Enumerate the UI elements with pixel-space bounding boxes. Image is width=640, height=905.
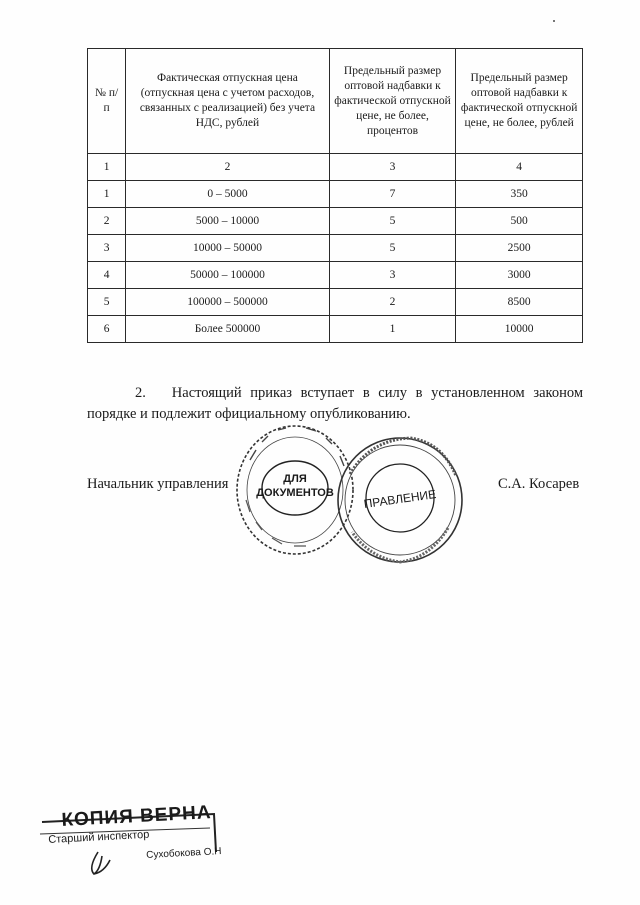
table-cell: 5 bbox=[329, 208, 456, 235]
table-cell: Более 500000 bbox=[126, 316, 329, 343]
header-number: № п/п bbox=[88, 49, 126, 154]
table-row bbox=[88, 316, 583, 343]
paragraph-text: Настоящий приказ вступает в силу в установленном законом порядке и подлежит официальному опубликованию. bbox=[87, 384, 583, 422]
paragraph-number: 2. bbox=[135, 384, 146, 401]
table-header-row bbox=[88, 49, 583, 154]
table-cell: 2500 bbox=[456, 235, 583, 262]
seal-left-line2: ДОКУМЕНТОВ bbox=[256, 487, 334, 499]
table-cell: 3000 bbox=[456, 262, 583, 289]
column-number: 1 bbox=[88, 154, 126, 181]
column-number: 4 bbox=[456, 154, 583, 181]
table-row bbox=[88, 181, 583, 208]
table-cell: 1 bbox=[329, 316, 456, 343]
column-number: 3 bbox=[329, 154, 456, 181]
handwritten-signature bbox=[92, 852, 110, 874]
table-cell: 7 bbox=[329, 181, 456, 208]
order-paragraph bbox=[87, 383, 583, 425]
table-cell: 2 bbox=[88, 208, 126, 235]
header-markup-rubles: Предельный размер оптовой надбавки к фактической отпускной цене, не более, рублей bbox=[456, 49, 583, 154]
table-row bbox=[88, 262, 583, 289]
table-cell: 3 bbox=[88, 235, 126, 262]
scan-speck bbox=[553, 20, 555, 22]
copy-stamp-name: Сухобокова О.Н bbox=[146, 846, 222, 861]
seal-department bbox=[330, 428, 470, 578]
table-row bbox=[88, 208, 583, 235]
table-row bbox=[88, 289, 583, 316]
copy-stamp-title: КОПИЯ ВЕРНА bbox=[61, 802, 213, 831]
table-cell: 1 bbox=[88, 181, 126, 208]
column-number: 2 bbox=[126, 154, 329, 181]
seal-left-line1: ДЛЯ bbox=[283, 473, 307, 485]
table-cell: 2 bbox=[329, 289, 456, 316]
table-cell: 8500 bbox=[456, 289, 583, 316]
header-markup-percent: Предельный размер оптовой надбавки к фактической отпускной цене, не более, процентов bbox=[329, 49, 456, 154]
seal-for-documents bbox=[232, 420, 362, 560]
table-cell: 350 bbox=[456, 181, 583, 208]
table-cell: 100000 – 500000 bbox=[126, 289, 329, 316]
copy-stamp-role: Старший инспектор bbox=[48, 828, 150, 846]
table-cell: 50000 – 100000 bbox=[126, 262, 329, 289]
table-cell: 5 bbox=[88, 289, 126, 316]
markup-table bbox=[87, 48, 583, 343]
table-cell: 5 bbox=[329, 235, 456, 262]
signatory-position: Начальник управления bbox=[87, 476, 229, 492]
table-column-numbers-row bbox=[88, 154, 583, 181]
table-cell: 4 bbox=[88, 262, 126, 289]
table-cell: 6 bbox=[88, 316, 126, 343]
table-cell: 3 bbox=[329, 262, 456, 289]
seal-right-center: ПРАВЛЕНИЕ bbox=[362, 487, 437, 512]
header-price: Фактическая отпускная цена (отпускная цена с учетом расходов, связанных с реализацией) без учета НДС, рублей bbox=[126, 49, 329, 154]
table-cell: 0 – 5000 bbox=[126, 181, 329, 208]
table-row bbox=[88, 235, 583, 262]
signatory-name: С.А. Косарев bbox=[498, 476, 580, 492]
table-cell: 5000 – 10000 bbox=[126, 208, 329, 235]
table-cell: 500 bbox=[456, 208, 583, 235]
table-cell: 10000 bbox=[456, 316, 583, 343]
table-cell: 10000 – 50000 bbox=[126, 235, 329, 262]
